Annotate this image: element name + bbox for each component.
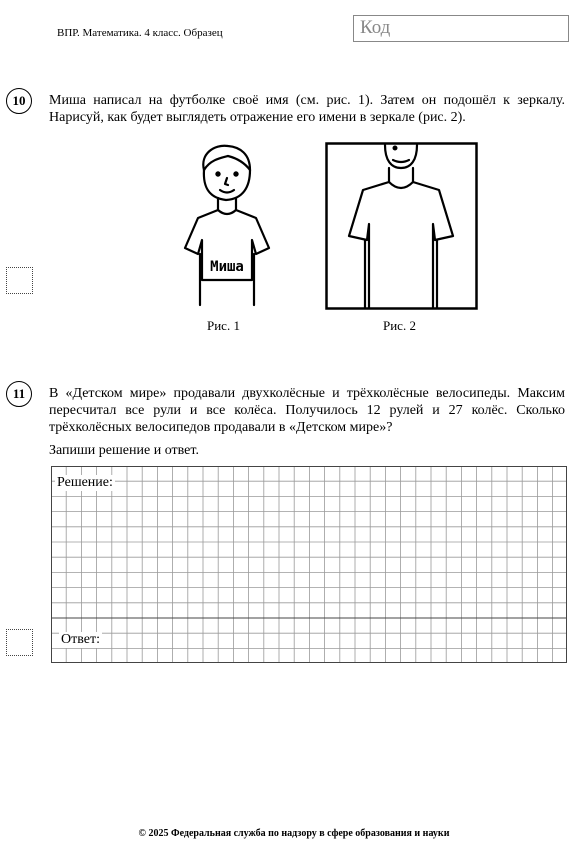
question-11-text: В «Детском мире» продавали двухколёсные и трёхколёсные велосипеды. Максим пересчитал все рули и все колёса. Получилось 12 рулей и 27 колёс. Сколько трёхколёсных велосипедов продавали в «Детском мире»? — [49, 386, 565, 435]
figure-1-boy — [180, 140, 275, 310]
figure-2-mirror — [325, 142, 478, 310]
question-11-instruction: Запиши решение и ответ. — [49, 443, 199, 458]
solution-grid[interactable] — [51, 466, 567, 663]
question-10-number: 10 — [6, 88, 32, 114]
shirt-text: Миша — [210, 259, 244, 275]
question-11-number: 11 — [6, 381, 32, 407]
solution-label: Решение: — [57, 475, 113, 490]
question-11-score-box[interactable] — [6, 629, 33, 656]
footer: © 2025 Федеральная служба по надзору в сфере образования и науки — [138, 828, 450, 839]
figure-2-caption: Рис. 2 — [383, 318, 416, 333]
figure-1-caption: Рис. 1 — [207, 318, 240, 333]
code-field[interactable] — [353, 15, 569, 42]
code-label: Код — [360, 17, 391, 38]
question-10-score-box[interactable] — [6, 267, 33, 294]
answer-label: Ответ: — [61, 632, 100, 647]
question-10-text: Миша написал на футболке своё имя (см. рис. 1). Затем он подошёл к зеркалу. Нарисуй, как будет выглядеть отражение его имени в зеркале (рис. 2). — [49, 93, 565, 125]
header-title: ВПР. Математика. 4 класс. Образец — [57, 27, 223, 39]
